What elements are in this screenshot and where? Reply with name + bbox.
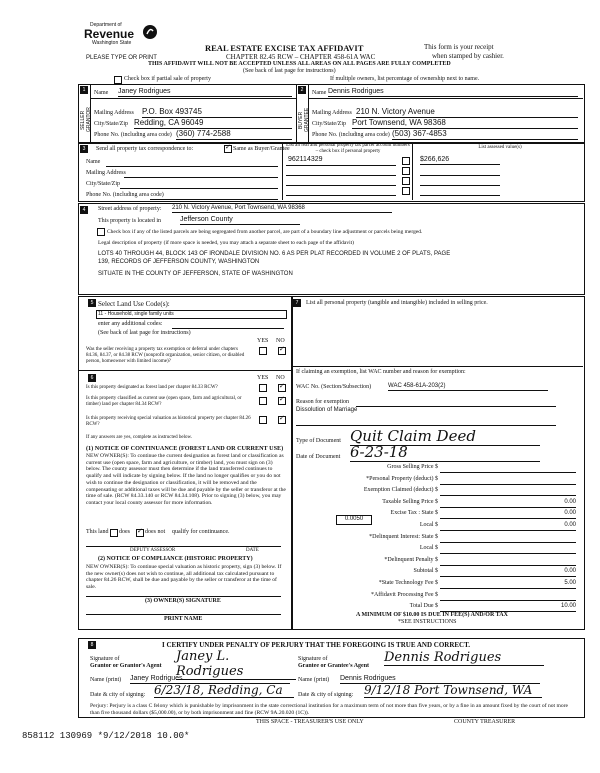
doc-date-label: Date of Document	[296, 454, 341, 460]
receipt-note-2: when stamped by cashier.	[432, 52, 504, 60]
street-label: Street address of property:	[98, 206, 162, 212]
tax-calculation-table	[296, 464, 578, 624]
see-back-note: (See back of last page for instructions)	[243, 68, 336, 74]
additional-codes-label: enter any additional codes:	[98, 321, 163, 327]
seller-city-field[interactable]: Redding, CA 96049	[134, 118, 292, 129]
exempt-no-checkbox[interactable]	[278, 347, 286, 355]
tax-row-label: *Personal Property (deduct) $	[366, 475, 438, 482]
personal-property-checkbox-2[interactable]	[402, 167, 410, 175]
partial-sale-checkbox[interactable]	[114, 76, 122, 84]
doc-type-field[interactable]: Quit Claim Deed	[350, 427, 540, 446]
does-checkbox[interactable]	[110, 529, 118, 537]
send-correspondence-label: Send all property tax correspondence to:	[96, 146, 194, 152]
section-number-1: 1	[80, 86, 88, 94]
form-subtitle: CHAPTER 82.45 RCW – CHAPTER 458-61A WAC	[226, 53, 376, 61]
revenue-logo	[84, 22, 159, 48]
deputy-date-label: DATE	[246, 548, 259, 553]
land-use-yes-label: YES	[257, 338, 269, 344]
grantee-signature[interactable]: Dennis Rodrigues	[384, 650, 544, 666]
tax-row-label: Subtotal $	[413, 568, 438, 575]
qualify-label: qualify for continuance.	[172, 529, 230, 535]
claim-exemption-label: If claiming an exemption, list WAC number and reason for exemption:	[296, 369, 466, 375]
same-as-buyer-label: Same as Buyer/Grantee	[233, 146, 290, 152]
tax-row-value[interactable]	[440, 464, 576, 473]
street-address-field[interactable]: 210 N. Victory Avenue, Port Townsend, WA 98368	[172, 205, 392, 213]
tax-row-label: Exemption Claimed (deduct) $	[363, 487, 438, 494]
tax-row-value[interactable]: 0.00	[440, 510, 576, 519]
notice-compliance-body: NEW OWNER(S): To continue special valuation as historic property, sign (3) below. If the new owner(s) does not wish to continue, all additional tax calculated pursuant to chapter 84.26 RCW, shall be due and payable by the seller or transferor at the time of sale.	[86, 564, 282, 591]
notice-continuance-body: NEW OWNER(S): To continue the current designation as forest land or classification as current use (open space, farm and agriculture, or timber) land, you must sign on (3) below. The county assessor must then determine if the land transferred continues to qualify and will indicate by signing below. If the land no longer qualifies or you do not wish to continue the designation or classification, it will be removed and the compensating or additional taxes will be due and payable by the seller or transferor at the time of sale. (RCW 84.33.140 or RCW 84.34.108). Prior to signing (3) below, you may contact your local county assessor for more information.	[86, 453, 286, 506]
state-seal-icon	[142, 24, 158, 40]
legal-description-line-2: 139, RECORDS OF JEFFERSON COUNTY, WASHINGTON	[98, 259, 260, 265]
minimum-due-note: A MINIMUM OF $10.00 IS DUE IN FEE(S) AND/OR TAX	[356, 612, 508, 618]
tax-row-value[interactable]	[440, 476, 576, 485]
reason-label: Reason for exemption	[296, 399, 349, 405]
parcel-header: List all real and personal property tax parcel account numbers – check box if personal property	[286, 143, 410, 154]
section-number-8: 8	[88, 641, 96, 649]
section-number-6: 6	[88, 374, 96, 382]
tax-row-label: Excise Tax : State $	[390, 510, 438, 517]
partial-sale-label: Check box if partial sale of property	[124, 76, 211, 82]
print-name-label: PRINT NAME	[164, 616, 203, 622]
buyer-phone-field[interactable]: (503) 367-4853	[392, 129, 578, 140]
buyer-name-label: Name	[312, 90, 327, 96]
current-use-question: Is this property classified as current use (open space, farm and agricultural, or timber) land per chapter 84.34 RCW?	[86, 396, 242, 407]
parcel-number[interactable]: 962114329	[288, 156, 323, 163]
land-use-no-label: NO	[276, 338, 285, 344]
tax-row-value[interactable]: 0.00	[440, 568, 576, 577]
notice-continuance-title: (1) NOTICE OF CONTINUANCE (FOREST LAND OR CURRENT USE)	[86, 445, 284, 452]
legal-label: Legal description of property (if more space is needed, you may attach a separate sheet to each page of the affidavit)	[98, 240, 354, 246]
tax-row-value[interactable]	[440, 487, 576, 496]
section-number-4: 4	[80, 206, 88, 214]
notice-compliance-title: (2) NOTICE OF COMPLIANCE (HISTORIC PROPERTY)	[98, 556, 253, 562]
grantor-sig-label-1: Signature of	[90, 656, 120, 662]
located-label: This property is located in	[98, 218, 161, 224]
buyer-name-field[interactable]: Dennis Rodrigues	[328, 88, 578, 97]
personal-property-checkbox-4[interactable]	[402, 187, 410, 195]
does-not-label: does not	[145, 529, 166, 535]
section-number-3: 3	[80, 145, 88, 153]
current-use-yes-checkbox[interactable]	[259, 397, 267, 405]
tax-row-value[interactable]: 10.00	[440, 603, 576, 612]
tax-row-label: Gross Selling Price $	[387, 464, 438, 470]
seller-grantor-label: SELLER GRANTOR	[80, 107, 92, 133]
buyer-city-field[interactable]: Port Townsend, WA 98368	[352, 118, 578, 129]
corr-mailing-label: Mailing Address	[86, 170, 126, 176]
seller-name-label: Name	[94, 90, 109, 96]
land-use-see-back: (See back of last page for instructions)	[98, 330, 191, 336]
section-number-2: 2	[298, 86, 306, 94]
tax-row-label: Local $	[419, 522, 438, 528]
certify-statement: I CERTIFY UNDER PENALTY OF PERJURY THAT THE FOREGOING IS TRUE AND CORRECT.	[162, 641, 471, 649]
section-4-frame	[78, 203, 585, 295]
seller-mailing-label: Mailing Address	[94, 110, 134, 116]
segregated-checkbox[interactable]	[97, 228, 105, 236]
grantee-date-city[interactable]: 9/12/18 Port Townsend, WA	[364, 683, 542, 698]
tax-row-label: Taxable Selling Price $	[382, 498, 438, 505]
corr-name-label: Name	[86, 159, 101, 165]
buyer-phone-label: Phone No. (including area code)	[312, 132, 390, 138]
tax-row-label: *Delinquent Interest: State $	[369, 533, 438, 540]
doc-date-field[interactable]: 6-23-18	[350, 443, 540, 462]
cashier-stamp: 858112 130969 *9/12/2018 10.00*	[22, 731, 190, 741]
deputy-assessor-label: DEPUTY ASSESSOR	[130, 548, 176, 553]
seller-phone-label: Phone No. (including area code)	[94, 132, 172, 138]
grantor-sig-label-2: Grantor or Grantor's Agent	[90, 663, 162, 669]
logo-state: Washington State	[92, 40, 132, 46]
tax-row-value[interactable]	[440, 534, 576, 543]
tax-row-value[interactable]	[440, 557, 576, 566]
historic-no-checkbox[interactable]	[278, 416, 286, 424]
seller-city-label: City/State/Zip	[94, 121, 128, 127]
grantee-sig-label-2: Grantee or Grantee's Agent	[298, 663, 370, 669]
forest-yes-checkbox[interactable]	[259, 384, 267, 392]
does-label: does	[119, 529, 130, 535]
reason-field[interactable]: Dissolution of Marriage	[296, 407, 358, 413]
s6-no-label: NO	[276, 375, 285, 381]
seller-phone-field[interactable]: (360) 774-2588	[176, 129, 292, 140]
corr-city-label: City/State/Zip	[86, 181, 120, 187]
assessed-value[interactable]: $266,626	[420, 156, 500, 165]
buyer-mailing-field[interactable]: 210 N. Victory Avenue	[356, 107, 578, 118]
receipt-note: This form is your receipt	[424, 43, 494, 51]
legal-description-line-3: SITUATE IN THE COUNTY OF JEFFERSON, STATE OF WASHINGTON	[98, 271, 293, 277]
buyer-mailing-label: Mailing Address	[312, 110, 352, 116]
grantee-sig-label-1: Signature of	[298, 656, 328, 662]
grantee-name-print[interactable]: Dennis Rodrigues	[340, 675, 540, 684]
section-number-7: 7	[293, 299, 301, 307]
does-not-checkbox[interactable]	[136, 529, 144, 537]
logo-revenue: Revenue	[84, 27, 135, 41]
exempt-yes-checkbox[interactable]	[259, 347, 267, 355]
tax-row-value[interactable]: 0.00	[440, 499, 576, 508]
perjury-statement: Perjury: Perjury is a class C felony which is punishable by imprisonment in the state correctional institution for a maximum term of not more than five years, or by a fine in an amount fixed by the court of not more than five thousand dollars ($5,000.00), or by both imprisonment and fine (RCW 9A.20.020 (1C)).	[90, 703, 568, 716]
tax-row-label: *State Technology Fee $	[378, 580, 438, 586]
grantee-date-city-label: Date & city of signing:	[298, 692, 354, 698]
multiple-owners-note: If multiple owners, list percentage of ownership next to name.	[330, 76, 480, 82]
type-or-print: PLEASE TYPE OR PRINT	[86, 55, 157, 61]
county-treasurer-label: COUNTY TREASURER	[454, 719, 516, 725]
see-instructions: *SEE INSTRUCTIONS	[398, 619, 457, 625]
tax-row-value[interactable]	[440, 545, 576, 554]
seller-name-field[interactable]: Janey Rodrigues	[118, 88, 292, 97]
same-as-buyer-checkbox[interactable]	[224, 145, 232, 153]
legal-description-line-1: LOTS 40 THROUGH 44, BLOCK 143 OF IRONDALE DIVISION NO. 6 AS PER PLAT RECORDED IN VOLUME 2 OF PLATS, PAGE	[98, 251, 451, 257]
buyer-grantee-label: BUYER GRANTEE	[298, 107, 310, 133]
land-use-label: Select Land Use Code(s):	[98, 300, 170, 308]
grantee-name-print-label: Name (print)	[298, 677, 330, 683]
s6-yes-label: YES	[257, 375, 269, 381]
form-warning: THIS AFFIDAVIT WILL NOT BE ACCEPTED UNLESS ALL AREAS ON ALL PAGES ARE FULLY COMPLETED	[148, 61, 451, 67]
assessed-header: List assessed value(s)	[478, 145, 522, 150]
doc-type-label: Type of Document	[296, 438, 341, 444]
historic-question: Is this property receiving special valuation as historical property per chapter 84.26 RCW?	[86, 416, 251, 427]
seller-mailing-field[interactable]: P.O. Box 493745	[142, 107, 292, 118]
exemption-question: Was the seller receiving a property tax exemption or deferral under chapters 84.36, 84.37, or 84.38 RCW (nonprofit organization, senior citizen, or disabled person, homeowner with limited income)?	[86, 347, 245, 364]
tax-row-value[interactable]	[440, 592, 576, 601]
wac-label: WAC No. (Section/Subsection)	[296, 384, 372, 390]
this-land-label: This land	[86, 529, 109, 535]
grantor-date-city-label: Date & city of signing:	[90, 692, 146, 698]
buyer-city-label: City/State/Zip	[312, 121, 346, 127]
grantor-signature[interactable]: Janey L. Rodrigues	[176, 649, 296, 680]
forest-land-question: Is this property designated as forest land per chapter 84.33 RCW?	[86, 385, 218, 390]
tax-row-value[interactable]: 5.00	[440, 580, 576, 589]
logo-dept-line: Department of	[90, 22, 122, 28]
grantor-date-city[interactable]: 6/23/18, Redding, Ca	[154, 683, 294, 698]
tax-row-label: *Affidavit Processing Fee $	[370, 591, 438, 598]
wac-field[interactable]: WAC 458-61A-203(2)	[388, 383, 548, 391]
corr-phone-label: Phone No. (including area code)	[86, 192, 164, 198]
tax-row-label: *Delinquent Penalty $	[384, 556, 438, 563]
local-rate-box[interactable]: 0.0050	[336, 515, 372, 525]
segregated-label: Check box if any of the listed parcels are being segregated from another parcel, are part of a boundary line adjustment or parcels being merged.	[107, 229, 423, 235]
tax-row-label: Local $	[419, 545, 438, 552]
treasurer-use-label: THIS SPACE - TREASURER'S USE ONLY	[256, 719, 364, 725]
personal-property-label: List all personal property (tangible and intangible) included in selling price.	[306, 300, 488, 306]
county-field[interactable]: Jefferson County	[180, 216, 300, 225]
any-yes-note: If any answers are yes, complete as instructed below.	[86, 435, 193, 440]
personal-property-checkbox-3[interactable]	[402, 177, 410, 185]
forest-no-checkbox[interactable]	[278, 384, 286, 392]
grantor-name-print-label: Name (print)	[90, 677, 122, 683]
tax-row-label: Total Due $	[409, 603, 438, 610]
grantor-name-print[interactable]: Janey Rodrigues	[130, 675, 290, 684]
personal-property-checkbox-1[interactable]	[402, 157, 410, 165]
form-title: REAL ESTATE EXCISE TAX AFFIDAVIT	[205, 43, 364, 53]
land-use-code-field[interactable]: 11 - Household, single family units	[96, 310, 287, 319]
historic-yes-checkbox[interactable]	[259, 416, 267, 424]
current-use-no-checkbox[interactable]	[278, 397, 286, 405]
owner-signature-label: (3) OWNER(S) SIGNATURE	[145, 598, 221, 604]
tax-row-value[interactable]: 0.00	[440, 522, 576, 531]
section-number-5: 5	[88, 299, 96, 307]
